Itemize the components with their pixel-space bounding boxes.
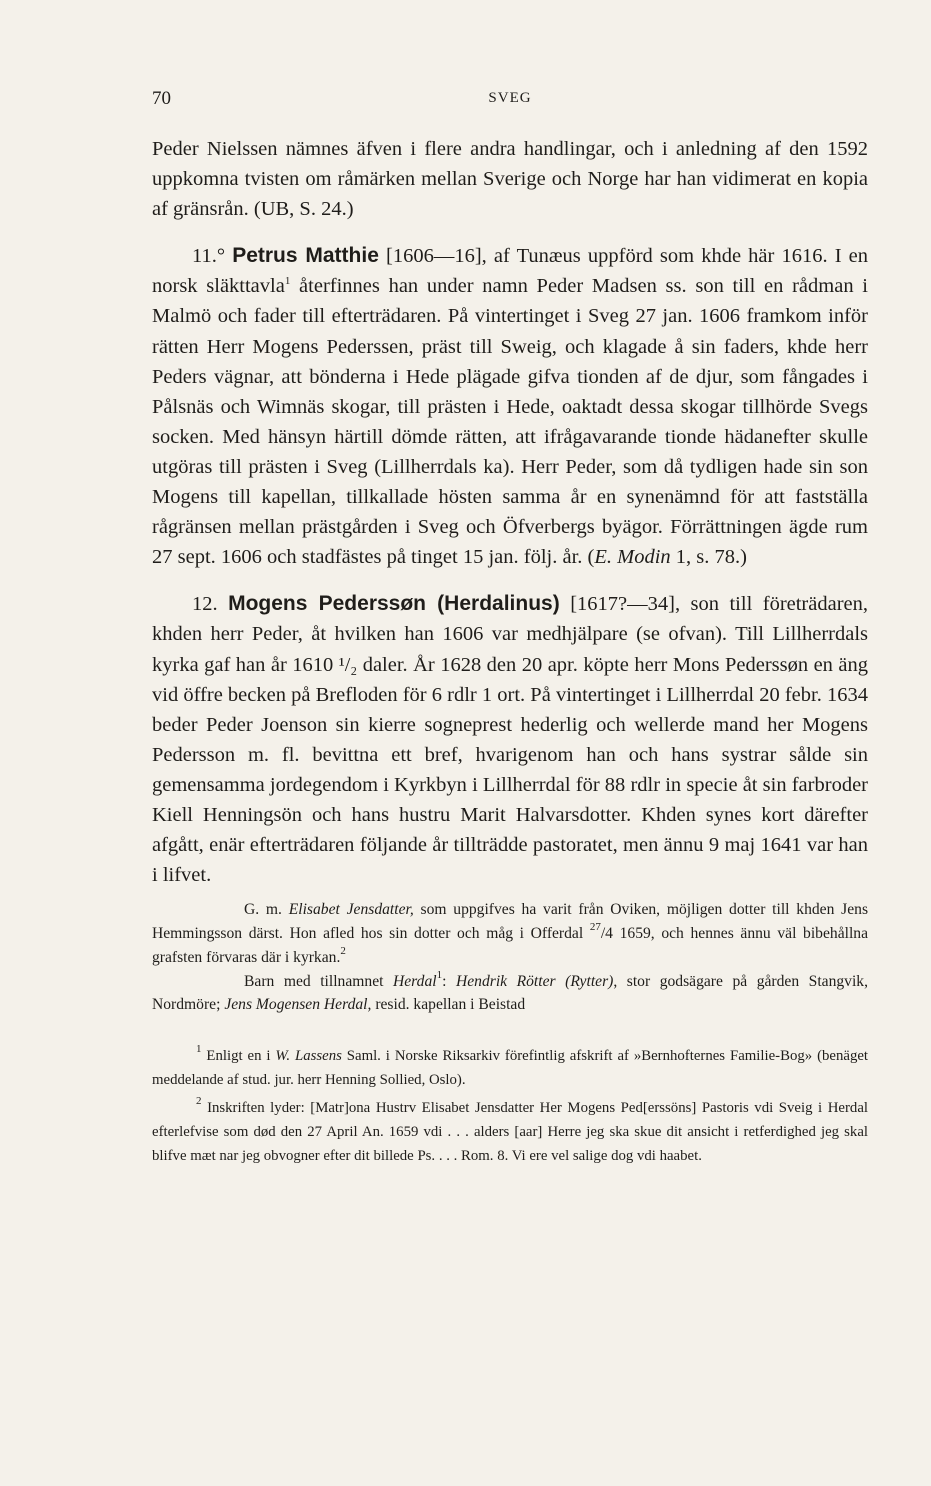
running-head: SVEG [488, 90, 532, 106]
entry-11-name: Petrus Matthie [232, 244, 379, 268]
footnote-1-mark: 1 [196, 1043, 202, 1056]
footnote-ref-1: 1 [284, 275, 291, 288]
entry-11-number: 11.° [192, 245, 226, 268]
entry-12-text-2: daler. År 1628 den 20 apr. köpte herr Mons Pederssøn en äng vid öffre becken på Brefloden för 6 rdlr 1 ort. På vintertinget i Lillherrdal 20 febr. 1634 beder Peder Joenson sin kierre sogneprest hederlig och wellerde mand her Mogens Pedersson m. fl. bevittna ett bref, hvarigenom han och hans systrar sålde sin gemensamma jordegendom i Kyrkbyn i Lillherrdal för 88 rdlr in specie åt sin farbroder Kiell Henningsön och hans hustru Marit Halvarsdotter. Khden synes kort därefter afgått, enär efterträdaren följande år tillträdde pastoratet, men ännu 9 maj 1641 var han i lifvet. [152, 653, 868, 887]
entry-11-text-2: återfinnes han under namn Peder Madsen ss. son till en rådman i Malmö och fader till efterträdaren. På vintertinget i Sveg 27 jan. 1606 framkom inför rätten Herr Mogens Pederssen, präst till Sweig, och klagade å sin faders, khde herr Peders vägnar, att bönderna i Hede plägade gifva tionden af de djur, som fångades i Pålsnäs och Wimnäs skogar, till prästen i Hede, oaktadt dessa skogar tillhörde Svegs socken. Med hänsyn härtill dömde rätten, att ifrågavarande tionde hädanefter skulle utgöras till prästen i Sveg (Lillherrdals ka). Herr Peder, som då tydligen hade sin son Mogens till kapellan, tillkallade hösten samma år en synenämnd för att fastställa rågränsen mellan prästgården i Sveg och Öfverbergs byägor. Förrättningen ägde rum 27 sept. 1606 och stadfästes på tinget 15 jan. följ. år. ( [152, 275, 868, 569]
intro-paragraph: Peder Nielssen nämnes äfven i flere andra handlingar, och i anledning af den 1592 uppkomna tvisten om råmärken mellan Sverige och Norge har han vidimerat en kopia af gränsrån. (UB, S. 24.) [152, 138, 868, 221]
entry-12-number: 12. [192, 593, 218, 616]
footnote-2 [152, 1097, 868, 1168]
children-paragraph [152, 970, 868, 1018]
children-colon: : [442, 972, 456, 990]
footnote-1-text-2: Saml. i Norske Riksarkiv förefintlig afskrift af »Bernhofternes Familie-Bog» (benäget meddelande af stud. jur. herr Henning Sollied, Oslo). [152, 1048, 869, 1088]
page-body [152, 134, 868, 1168]
entry-11-text-1: [1606—16], af Tunæus uppförd som khde här 1616. I en norsk släkttavla [152, 245, 868, 298]
children-jens: Jens Mogensen Herdal, [224, 996, 372, 1014]
marriage-date-rest: /4 1659, och hennes ännu väl bibehållna grafsten förvaras där i kyrkan. [152, 925, 869, 966]
children-hendrik: Hendrik Rötter [455, 972, 556, 990]
entry-12-fraction: ¹/₂ [338, 653, 358, 676]
marriage-text-1: som uppgifves ha varit från Oviken, möjligen dotter till khden Jens Hemmingsson därst. Hon afled hos sin dotter och måg i Offerdal [152, 901, 869, 943]
entry-12-text-1: [1617?—34], son till företrädaren, khden herr Peder, åt hvilken han 1606 var medhjälpare (se ofvan). Till Lillherrdals kyrka gaf han år 1610 [152, 593, 869, 676]
marriage-wife-name: Elisabet Jensdatter, [288, 901, 414, 919]
marriage-date-sup: 27 [589, 921, 601, 934]
footnote-2-mark: 2 [196, 1095, 202, 1108]
footnote-1-text-1: Enligt en i [206, 1048, 276, 1065]
footnote-1-author: W. Lassens [275, 1048, 342, 1065]
page-header [152, 88, 868, 118]
children-rytter: (Rytter) [565, 972, 614, 990]
footnotes [152, 1045, 868, 1168]
children-herdal: Herdal [392, 972, 437, 990]
children-text-2: resid. kapellan i Beistad [371, 996, 526, 1014]
entry-11-paragraph [152, 241, 868, 572]
footnote-1 [152, 1045, 868, 1092]
children-footnote-ref: 1 [436, 968, 443, 981]
marriage-lead: G. m. [244, 901, 289, 919]
entry-11-text-3: 1, s. 78.) [670, 546, 747, 569]
page-number: 70 [152, 88, 171, 109]
entry-12-paragraph [152, 589, 868, 890]
marriage-paragraph [152, 898, 868, 969]
children-text-1: , stor godsägare på gården Stangvik, Nordmöre; [152, 972, 868, 1014]
children-lead: Barn med tillnamnet [244, 972, 393, 990]
footnote-2-text: Inskriften lyder: [Matr]ona Hustrv Elisabet Jensdatter Her Mogens Ped[erssöns] Pastoris vdi Sveig i Herdal efterlefvise som død den 27 April An. 1659 vdi . . . alders [aar] Herre jeg ska skue dit ansicht i retferdighed jeg skal blifve mæt nar jeg obvogner efter dit billede Ps. . . . Rom. 8. Vi ere vel salige dog vdi haabet. [152, 1100, 868, 1164]
footnote-ref-2: 2 [340, 944, 346, 957]
entry-12-name: Mogens Pederssøn (Herdalinus) [228, 592, 560, 616]
entry-11-citation-author: E. Modin [594, 546, 671, 569]
